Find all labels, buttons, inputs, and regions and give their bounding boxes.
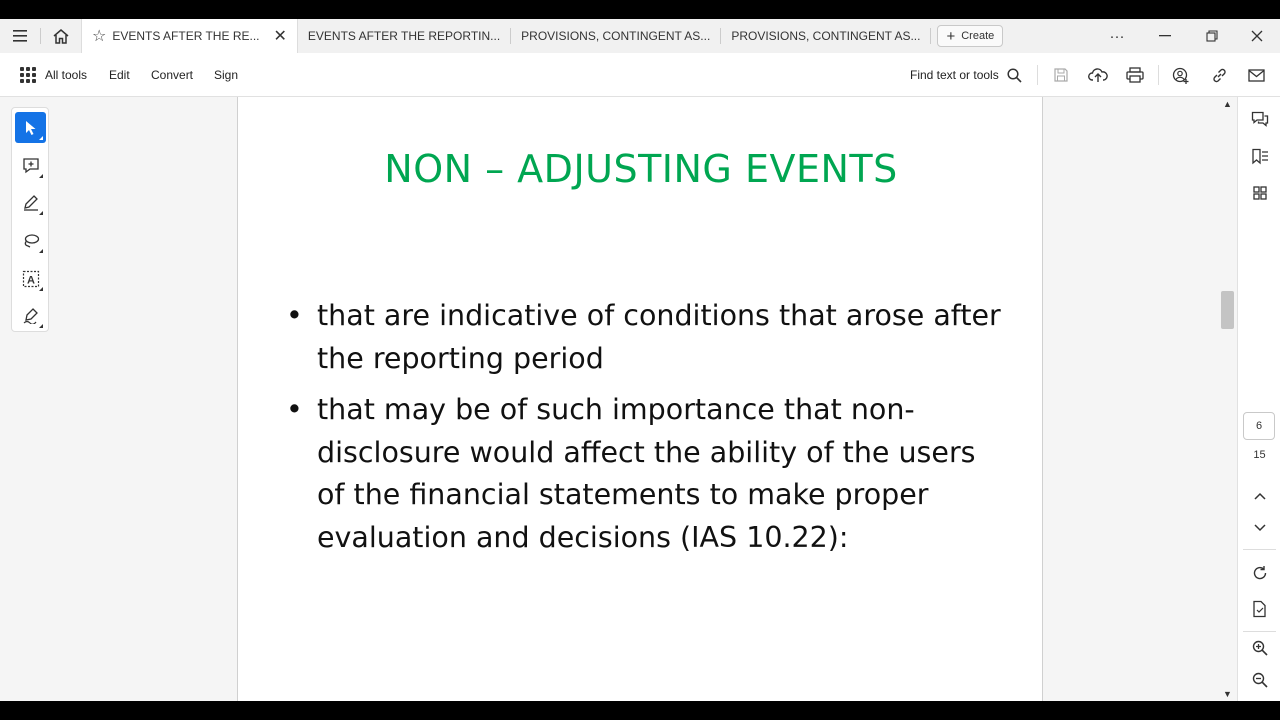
link-icon[interactable] (1204, 53, 1234, 97)
previous-page-icon[interactable] (1238, 481, 1280, 511)
next-page-icon[interactable] (1238, 513, 1280, 543)
right-rail (1237, 97, 1280, 701)
pen-icon (22, 194, 40, 211)
tab-events-after-active[interactable] (81, 19, 298, 53)
text-tool-button[interactable] (15, 263, 46, 294)
expand-indicator (39, 287, 43, 291)
quick-tools-panel (11, 107, 49, 332)
divider (1158, 65, 1159, 85)
slide-title: NON – ADJUSTING EVENTS (384, 147, 898, 191)
close-tab-icon[interactable]: ✕ (273, 28, 287, 45)
create-button[interactable] (937, 25, 1003, 47)
text-box-icon (22, 270, 40, 288)
divider (1243, 549, 1276, 550)
draw-tool-button[interactable] (15, 225, 46, 256)
scroll-up-arrow-icon[interactable]: ▲ (1223, 99, 1232, 109)
vertical-scrollbar[interactable] (1218, 97, 1237, 701)
svg-text:A: A (26, 274, 35, 286)
all-tools-label: All tools (45, 68, 88, 82)
convert-menu[interactable] (151, 53, 193, 97)
add-comment-tool-button[interactable] (15, 150, 46, 181)
scrollbar-thumb[interactable] (1221, 291, 1234, 329)
fill-sign-tool-button[interactable] (15, 300, 46, 331)
sign-label: Sign (214, 68, 239, 82)
scroll-down-arrow-icon[interactable]: ▼ (1223, 689, 1232, 699)
bullet-text: that may be of such importance that non-disclosure would affect the ability of the users of the financial statements to make proper evaluation and decisions (IAS 10.22): (317, 393, 976, 554)
expand-indicator (39, 136, 43, 140)
thumbnails-grid-icon[interactable] (1238, 178, 1280, 208)
bullet-item (286, 389, 1006, 559)
bookmarks-icon[interactable] (1238, 141, 1280, 171)
apps-grid-icon (20, 67, 36, 83)
create-label: Create (961, 30, 995, 42)
restore-icon[interactable] (1189, 19, 1235, 53)
expand-indicator (39, 249, 43, 253)
bullet-text: that are indicative of conditions that arose after the reporting period (317, 299, 1001, 375)
tab-provisions-1[interactable] (511, 19, 720, 53)
share-user-icon[interactable] (1166, 53, 1196, 97)
menu-icon[interactable] (0, 19, 40, 53)
divider (1037, 65, 1038, 85)
main-toolbar (0, 53, 1280, 97)
current-page-input[interactable]: 6 (1243, 412, 1275, 440)
close-window-icon[interactable] (1234, 19, 1280, 53)
expand-indicator (39, 211, 43, 215)
tab-label: EVENTS AFTER THE REPORTIN... (307, 29, 501, 43)
signature-pen-icon (22, 307, 40, 324)
refresh-icon[interactable] (1238, 558, 1280, 588)
tab-label: EVENTS AFTER THE RE... (112, 29, 260, 43)
all-tools-button[interactable] (20, 53, 87, 97)
edit-menu[interactable] (109, 53, 130, 97)
cursor-arrow-icon (24, 120, 38, 136)
divider (1243, 631, 1276, 632)
tab-strip (0, 19, 1280, 53)
bullet-dot: • (286, 299, 303, 332)
bullet-item (286, 295, 1006, 380)
tab-label: PROVISIONS, CONTINGENT AS... (521, 29, 711, 43)
convert-label: Convert (151, 68, 194, 82)
email-icon[interactable] (1241, 53, 1271, 97)
page-settings-icon[interactable] (1238, 594, 1280, 624)
tab-provisions-2[interactable] (721, 19, 930, 53)
bullet-dot: • (286, 393, 303, 426)
tab-events-after-reporting[interactable] (298, 19, 510, 53)
plus-icon: + (946, 27, 956, 45)
expand-indicator (39, 324, 43, 328)
lasso-icon (22, 232, 40, 249)
find-text-tools-button[interactable] (910, 53, 1022, 97)
total-pages: 15 (1253, 449, 1266, 461)
highlight-tool-button[interactable] (15, 187, 46, 218)
sign-menu[interactable] (214, 53, 238, 97)
expand-indicator (39, 174, 43, 178)
tab-label: PROVISIONS, CONTINGENT AS... (731, 29, 921, 43)
pdf-page (237, 97, 1043, 701)
zoom-in-icon[interactable] (1238, 633, 1280, 663)
zoom-out-icon[interactable] (1238, 665, 1280, 695)
cloud-upload-icon[interactable] (1083, 53, 1113, 97)
search-icon (1007, 68, 1022, 83)
divider (930, 28, 931, 44)
letterbox-top (0, 0, 1280, 19)
bullet-list (286, 295, 1006, 568)
edit-label: Edit (109, 68, 130, 82)
comment-add-icon (22, 157, 40, 174)
select-tool-button[interactable] (15, 112, 46, 143)
minimize-icon[interactable] (1142, 19, 1188, 53)
print-icon[interactable] (1120, 53, 1150, 97)
save-icon[interactable] (1046, 53, 1076, 97)
find-label: Find text or tools (910, 68, 999, 82)
more-options-icon[interactable]: ··· (1109, 27, 1125, 45)
comments-icon[interactable] (1238, 104, 1280, 134)
star-icon[interactable]: ☆ (92, 28, 107, 45)
letterbox-bottom (0, 701, 1280, 720)
home-icon[interactable] (41, 19, 81, 53)
